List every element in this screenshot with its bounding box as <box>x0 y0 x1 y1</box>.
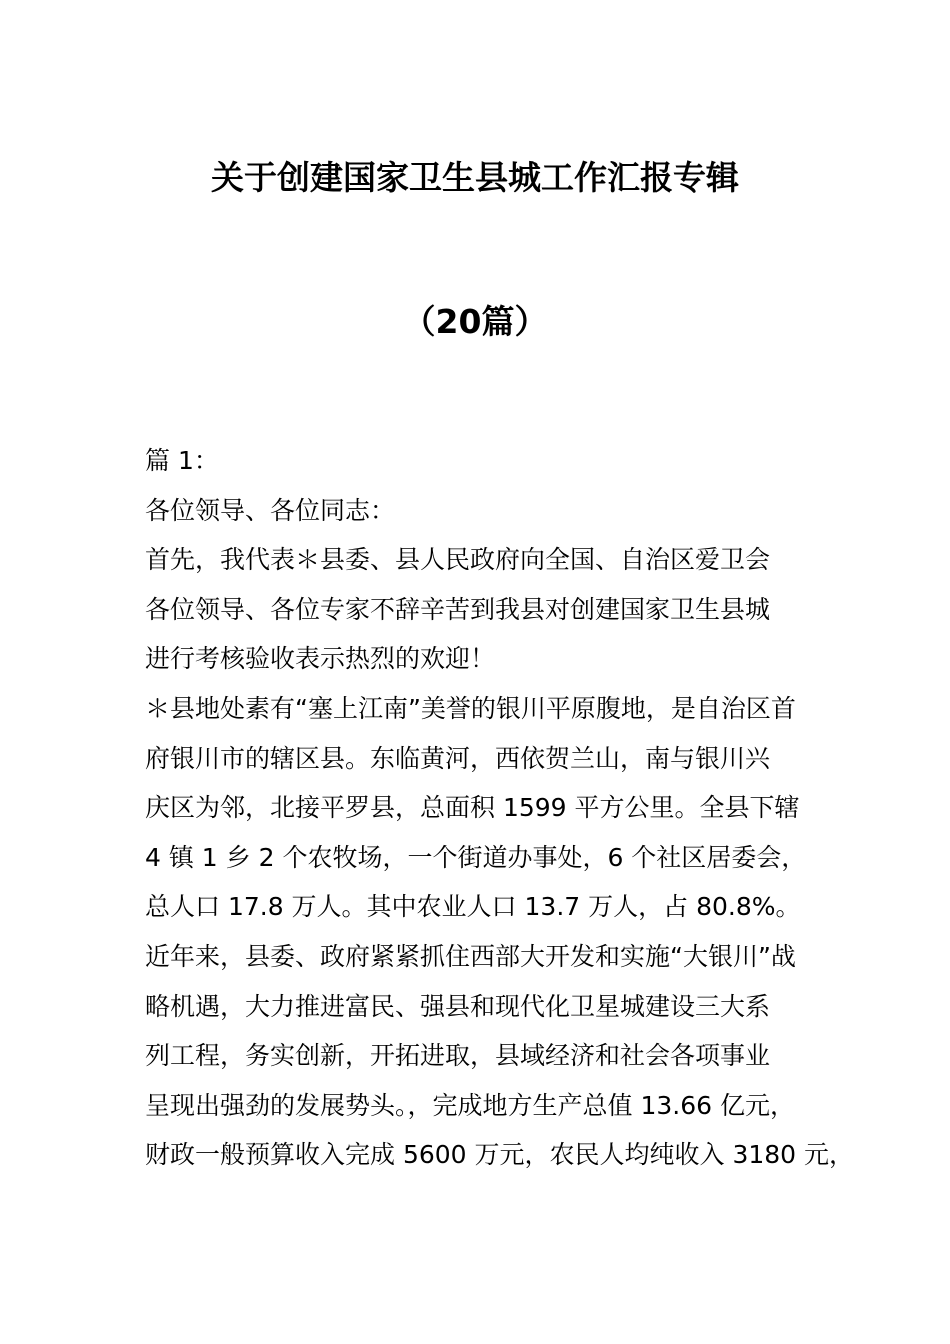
body-line: 首先，我代表＊县委、县人民政府向全国、自治区爱卫会 <box>145 545 771 575</box>
body-line: 总人口 17.8 万人。其中农业人口 13.7 万人，占 80.8%。 <box>145 892 801 922</box>
document-subtitle: （20篇） <box>402 302 548 341</box>
body-line: 各位领导、各位专家不辞辛苦到我县对创建国家卫生县城 <box>145 594 771 624</box>
body-line: 庆区为邻，北接平罗县，总面积 1599 平方公里。全县下辖 <box>145 793 800 823</box>
body-line: 近年来，县委、政府紧紧抓住西部大开发和实施“大银川”战 <box>145 941 796 971</box>
body-line: 府银川市的辖区县。东临黄河，西依贺兰山，南与银川兴 <box>145 743 771 773</box>
body-line: 篇 1： <box>145 446 219 475</box>
body-line: 财政一般预算收入完成 5600 万元，农民人均纯收入 3180 元， <box>145 1140 855 1170</box>
body-line: 略机遇，大力推进富民、强县和现代化卫星城建设三大系 <box>145 991 771 1021</box>
body-line: ＊县地处素有“塞上江南”美誉的银川平原腹地，是自治区首 <box>145 693 796 723</box>
body-line: 进行考核验收表示热烈的欢迎！ <box>145 644 496 674</box>
body-line: 列工程，务实创新，开拓进取，县域经济和社会各项事业 <box>145 1041 771 1071</box>
body-line: 各位领导、各位同志： <box>145 495 396 525</box>
body-line: 呈现出强劲的发展势头。，完成地方生产总值 13.66 亿元， <box>145 1090 795 1120</box>
document-title: 关于创建国家卫生县城工作汇报专辑 <box>211 158 739 197</box>
body-line: 4 镇 1 乡 2 个农牧场，一个街道办事处，6 个社区居委会， <box>145 842 807 872</box>
document-body <box>145 441 855 1185</box>
